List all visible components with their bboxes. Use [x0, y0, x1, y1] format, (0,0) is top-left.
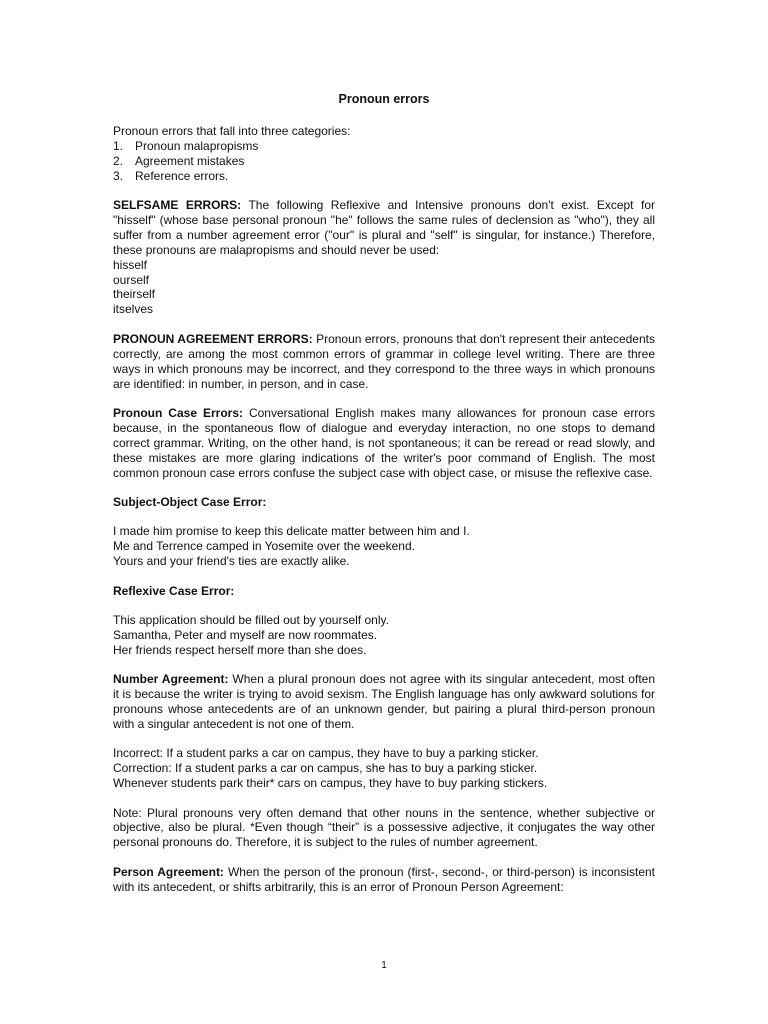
case-errors-text: Conversational English makes many allowances for pronoun case errors because, in the spontaneous flow of dialogue and everyday interaction, no one stops to demand correct grammar. Writing, on the other hand, is not spontaneous; it can be reread or read slowly, and these mistakes are more glaring indications of the writer's poor command of English. The most common pronoun case errors confuse the subject case with object case, or misuse the reflexive case.	[113, 405, 655, 480]
subject-object-heading: Subject-Object Case Error:	[113, 494, 267, 509]
list-item	[113, 169, 655, 184]
agreement-heading: PRONOUN AGREEMENT ERRORS:	[113, 331, 313, 346]
number-agreement-text: When a plural pronoun does not agree with its singular antecedent, most often it is because the writer is trying to avoid sexism. The English language has only awkward solutions for pronouns whose antecedents are of an unknown gender, but pairing a plural third-person pronoun with a singular antecedent is not one of them.	[113, 672, 655, 731]
list-item: itselves	[113, 302, 154, 317]
list-item-label: Pronoun malapropisms	[135, 138, 259, 153]
case-errors-paragraph	[113, 406, 655, 481]
example-line: Me and Terrence camped in Yosemite over the weekend.	[113, 539, 415, 554]
example-line: Correction: If a student parks a car on campus, she has to buy a parking sticker.	[113, 761, 538, 776]
selfsame-word-list	[113, 258, 655, 318]
document-title: Pronoun errors	[338, 92, 430, 106]
list-item	[113, 139, 655, 154]
example-line: I made him promise to keep this delicate matter between him and I.	[113, 524, 470, 539]
example-line: Whenever students park their* cars on campus, they have to buy parking stickers.	[113, 776, 548, 791]
subject-object-examples	[113, 524, 655, 569]
number-agreement-paragraph	[113, 672, 655, 732]
list-number: 1.	[113, 138, 124, 153]
selfsame-heading: SELFSAME ERRORS:	[113, 198, 242, 213]
person-agreement-paragraph	[113, 865, 655, 895]
list-item: hisself	[113, 257, 148, 272]
list-item	[113, 154, 655, 169]
list-item-label: Agreement mistakes	[135, 153, 245, 168]
example-line: Yours and your friend's ties are exactly alike.	[113, 554, 350, 569]
selfsame-paragraph	[113, 198, 655, 258]
category-list	[113, 139, 655, 184]
list-item-label: Reference errors.	[135, 168, 229, 183]
person-agreement-text: When the person of the pronoun (first-, second-, or third-person) is inconsistent with its antecedent, or shifts arbitrarily, this is an error of Pronoun Person Agreement:	[113, 864, 656, 894]
list-number: 2.	[113, 153, 124, 168]
number-agreement-examples	[113, 746, 655, 791]
agreement-paragraph	[113, 332, 655, 392]
page-number: 1	[381, 960, 387, 971]
example-line: Her friends respect herself more than she does.	[113, 642, 367, 657]
document-body	[113, 92, 655, 895]
intro-text: Pronoun errors that fall into three categories:	[113, 123, 351, 138]
list-number: 3.	[113, 168, 124, 183]
example-line: Samantha, Peter and myself are now roommates.	[113, 627, 378, 642]
case-errors-heading: Pronoun Case Errors:	[113, 405, 243, 420]
list-item: ourself	[113, 272, 150, 287]
example-line: Incorrect: If a student parks a car on campus, they have to buy a parking sticker.	[113, 746, 539, 761]
person-agreement-heading: Person Agreement:	[113, 864, 224, 879]
example-line: This application should be filled out by yourself only.	[113, 612, 389, 627]
agreement-text: Pronoun errors, pronouns that don't represent their antecedents correctly, are among the most common errors of grammar in college level writing. There are three ways in which pronouns may be incorrect, and they correspond to the three ways in which pronouns are identified: in number, in person, and in case.	[113, 331, 655, 391]
number-agreement-heading: Number Agreement:	[113, 672, 229, 687]
selfsame-text: The following Reflexive and Intensive pronouns don't exist. Except for "hisself" (whose base personal pronoun "he" follows the same rules of declension as "who"), they all suffer from a number agreement error ("our" is plural and "self" is singular, for instance.) Therefore, these pronouns are malapropisms and should never be used:	[113, 198, 656, 257]
reflexive-heading: Reflexive Case Error:	[113, 583, 235, 598]
number-agreement-note: Note: Plural pronouns very often demand that other nouns in the sentence, whether subjective or objective, also be plural. *Even though “their” is a possessive adjective, it conjugates the way other personal pronouns do. Therefore, it is subject to the rules of number agreement.	[113, 805, 655, 850]
reflexive-examples	[113, 613, 655, 658]
list-item: theirself	[113, 287, 156, 302]
